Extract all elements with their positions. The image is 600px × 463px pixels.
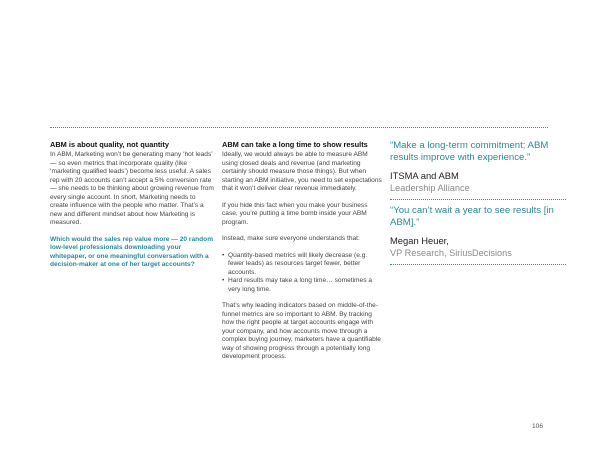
page-number: 106: [532, 423, 544, 430]
quote-itsma-author: ITSMA and ABM: [390, 170, 459, 181]
quality-callout: Which would the sales rep value more — 20 random low-level professionals downloading your whitepaper, or one meaningful conversation with a decision-maker at one of her target accounts?: [50, 235, 214, 268]
long-time-paragraph-4: That’s why leading indicators based on middle-of-the-funnel metrics are so important to ABM. By tracking how the right people at target accounts engage with your company, and how accounts move through a complex buying journey, marketers have a quantifiable way of showing progress through a potentially long development process.: [222, 302, 381, 360]
quotes-column: [390, 140, 570, 270]
quote-heuer: “You can’t wait a year to see results [in ABM].”: [390, 205, 554, 228]
quote-itsma-role: Leadership Alliance: [390, 183, 470, 193]
expectation-list: [222, 252, 382, 295]
quality-paragraph: In ABM, Marketing won’t be generating many ‘hot leads’ — so even metrics that incorporate quality (like ‘marketing qualified leads’) become less useful. A sales rep with 20 accounts can’t accept a 5% conversion rate — she needs to be thinking about growing revenue from every single account. In short, Marketing needs to create influence with the people who matter. That’s a new and different mindset about how Marketing is measured.: [50, 151, 214, 226]
bullet-icon: •: [222, 277, 225, 284]
quality-heading: ABM is about quality, not quantity: [50, 140, 169, 149]
long-time-paragraph-2: If you hide this fact when you make your business case, you’re putting a time bomb inside your ABM program.: [222, 201, 368, 226]
long-time-heading: ABM can take a long time to show results: [222, 140, 368, 149]
list-item-text: Quantity-based metrics will likely decrease (e.g. fewer leads) as resources target fewer, better accounts.: [228, 251, 368, 276]
quote-heuer-role: VP Research, SiriusDecisions: [390, 248, 512, 258]
top-divider: [50, 127, 548, 128]
column-long-time: [222, 140, 382, 362]
quote-heuer-author: Megan Heuer,: [390, 235, 449, 246]
quote-divider-bottom: [390, 264, 566, 265]
bullet-icon: •: [222, 251, 225, 259]
quote-divider: [390, 199, 566, 200]
quote-itsma: “Make a long-term commitment; ABM results improve with experience.”: [390, 140, 549, 163]
list-item: [222, 277, 382, 294]
list-item: [222, 252, 382, 278]
list-item-text: Hard results may take a long time… sometimes a very long time.: [228, 277, 373, 293]
long-time-paragraph-3: Instead, make sure everyone understands that:: [222, 235, 360, 242]
column-quality: [50, 140, 214, 270]
long-time-paragraph-1: Ideally, we would always be able to measure ABM using closed deals and revenue (and marketing certainly should measure those things). But when starting an ABM initiative, you need to set expectations that it won’t deliver clear revenue immediately.: [222, 151, 382, 192]
